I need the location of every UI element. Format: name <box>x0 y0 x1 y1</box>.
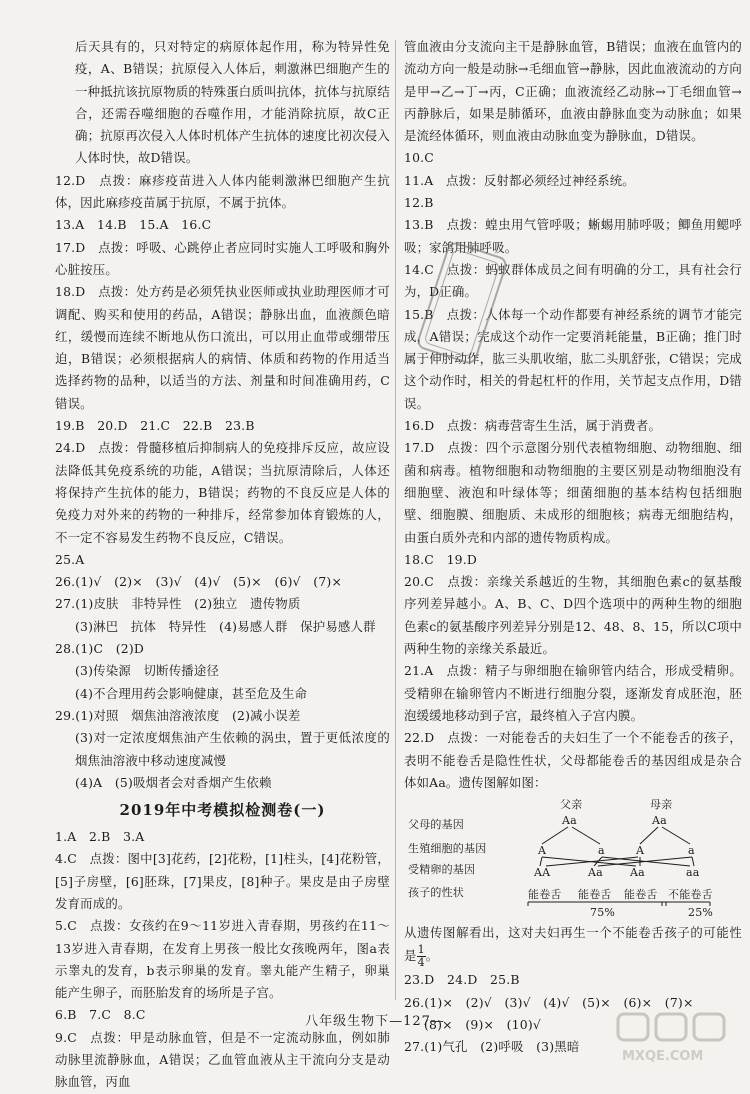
answer-13: 13.B 点拨：蝗虫用气管呼吸；蜥蜴用肺呼吸；鲫鱼用鳃呼吸；家鸽用肺呼吸。 <box>404 217 742 255</box>
page-footer: 八年级生物下—127— <box>305 1014 445 1029</box>
answer-26: 26.(1)√ (2)× (3)√ (4)√ (5)× (6)√ (7)× <box>55 574 343 590</box>
conclusion-end: 。 <box>425 948 439 964</box>
trait-3: 能卷舌 <box>624 888 658 902</box>
answer-18: 18.D 点拨：处方药是必须凭执业医师或执业助理医师才可调配、购买和使用的药品，A错误；静脉出血，血液颜色暗红，缓慢而连续不断地从伤口流出，可以用止血带或绷带压迫，B错误；必须根据病人的病情、体质和药物的作用适当选择药物的品种，以适当的方法、剂量和时间准确用药，C错误。 <box>55 284 390 411</box>
answer-17: 17.D 点拨：呼吸、心跳停止者应同时实施人工呼吸和胸外心脏按压。 <box>55 239 390 277</box>
answer-11: 11.A 点拨：反射都必须经过神经系统。 <box>404 172 635 188</box>
answer-27: 27.(1)皮肤 非特异性 (2)独立 遗传物质 <box>55 596 301 612</box>
answer-28-3: (3)传染源 切断传播途径 <box>75 663 220 679</box>
fraction-numerator: 1 <box>417 943 425 957</box>
fraction-denominator: 4 <box>417 956 425 970</box>
inheritance-diagram-svg <box>404 796 742 920</box>
watermark-logo <box>612 1010 732 1066</box>
column-divider <box>395 40 396 1000</box>
svg-text:MXQE.COM: MXQE.COM <box>622 1049 704 1064</box>
answer-1-3: 1.A 2.B 3.A <box>55 829 145 845</box>
trait-2: 能卷舌 <box>578 888 612 902</box>
answer-21: 21.A 点拨：精子与卵细胞在输卵管内结合，形成受精卵。受精卵在输卵管内不断进行细胞分裂，逐渐发育成胚泡，胚泡缓缓地移动到子宫，最终植入子宫内膜。 <box>404 663 742 723</box>
answer-17: 17.D 点拨：四个示意图分别代表植物细胞、动物细胞、细菌和病毒。植物细胞和动物细胞的主要区别是动物细胞没有细胞壁、液泡和叶绿体等；细菌细胞的基本结构包括细胞壁、细胞膜、细胞质、未成形的细胞核；病毒无细胞结构，由蛋白质外壳和内部的遗传物质构成。 <box>404 440 742 545</box>
inheritance-diagram <box>404 796 742 920</box>
answer-10: 10.C <box>404 150 434 166</box>
gamete-4: a <box>688 844 695 858</box>
left-column <box>55 36 390 1094</box>
answer-16: 16.D 点拨：病毒营寄生生活，属于消费者。 <box>404 418 662 434</box>
answer-6-8: 6.B 7.C 8.C <box>55 1007 146 1023</box>
mother-genotype: Aa <box>652 814 667 828</box>
answer-20: 20.C 点拨：亲缘关系越近的生物，其细胞色素c的氨基酸序列差异越小。A、B、C、D四个选项中的两种生物的细胞色素c的氨基酸序列差异分别是12、48、8、15，所以C项中两种生物的亲缘关系最近。 <box>404 574 742 657</box>
zygote-4: aa <box>686 866 700 880</box>
answer-18-19: 18.C 19.D <box>404 551 478 567</box>
answer-22-conclusion <box>404 922 742 969</box>
zygote-3: Aa <box>630 866 645 880</box>
percent-75: 75% <box>590 906 616 920</box>
gamete-3: A <box>636 844 645 858</box>
percent-25: 25% <box>688 906 714 920</box>
father-label: 父亲 <box>560 798 583 812</box>
answer-28: 28.(1)C (2)D <box>55 641 145 657</box>
answer-28-4: (4)不合理用药会影响健康，甚至危及生命 <box>75 685 308 701</box>
section-title: 2019年中考模拟检测卷(一) <box>119 801 326 820</box>
answer-27: 27.(1)气孔 (2)呼吸 (3)黑暗 <box>404 1039 580 1055</box>
answer-27-cont: (3)淋巴 抗体 特异性 (4)易感人群 保护易感人群 <box>75 618 376 634</box>
answer-26-cont: (8)× (9)× (10)√ <box>424 1016 541 1032</box>
answer-25: 25.A <box>55 551 85 567</box>
answer-15: 15.B 点拨：人体每一个动作都要有神经系统的调节才能完成，A错误；完成这个动作一定要消耗能量，B正确；推门时属于伸肘动作，肱三头肌收缩，肱二头肌舒张，C错误；完成这个动作时，相关的骨起杠杆的作用，关节起支点作用，D错误。 <box>404 306 742 411</box>
stamp-mark <box>410 240 530 370</box>
trait-4: 不能卷舌 <box>668 888 713 902</box>
answer-22: 22.D 点拨：一对能卷舌的夫妇生了一个不能卷舌的孩子，表明不能卷舌是隐性性状，父母都能卷舌的基因组成是杂合体如Aa。遗传图解如图： <box>404 730 742 790</box>
answer-13-16: 13.A 14.B 15.A 16.C <box>55 217 212 233</box>
row-label-parents: 父母的基因 <box>408 818 464 832</box>
answer-26: 26.(1)× (2)√ (3)√ (4)√ (5)× (6)× (7)× <box>404 994 694 1010</box>
row-label-traits: 孩子的性状 <box>408 886 464 900</box>
father-genotype: Aa <box>562 814 577 828</box>
answer-19-23: 19.B 20.D 21.C 22.B 23.B <box>55 418 255 434</box>
zygote-1: AA <box>534 866 551 880</box>
right-column <box>404 36 742 1059</box>
fraction-one-quarter <box>417 944 426 969</box>
gamete-1: A <box>538 844 547 858</box>
answer-5: 5.C 点拨：女孩约在9～11岁进入青春期，男孩约在11～13岁进入青春期，在发育上男孩一般比女孩晚两年，图a表示睾丸的发育，b表示卵巢的发育。睾丸能产生精子，卵巢能产生卵子，而胚胎发育的场所是子宫。 <box>55 918 390 1001</box>
gamete-2: a <box>598 844 605 858</box>
answer-9-cont: 管血液由分支流向主干是静脉血管，B错误；血液在血管内的流动方向一般是动脉→毛细血管→静脉，因此血液流动的方向是甲→乙→丁→丙，C正确；血液流经乙动脉→丁毛细血管→丙静脉后，如果是肺循环，血液由静脉血变为动脉血；如果是流经体循环，则血液由动脉血变为静脉血，D错误。 <box>404 39 742 144</box>
zygote-2: Aa <box>588 866 603 880</box>
mother-label: 母亲 <box>650 798 673 812</box>
answer-12: 12.D 点拨：麻疹疫苗进入人体内能刺激淋巴细胞产生抗体，因此麻疹疫苗属于抗原，不属于抗体。 <box>55 172 390 211</box>
conclusion-text: 从遗传图解看出，这对夫妇再生一个不能卷舌孩子的可能性是 <box>404 925 742 964</box>
row-label-gametes: 生殖细胞的基因 <box>408 842 487 856</box>
answer-12: 12.B <box>404 195 434 211</box>
answer-29-3: (3)对一定浓度烟焦油产生依赖的涡虫，置于更低浓度的烟焦油溶液中移动速度减慢 <box>75 730 390 768</box>
row-label-zygotes: 受精卵的基因 <box>408 863 476 877</box>
answer-29: 29.(1)对照 烟焦油溶液浓度 (2)减小误差 <box>55 707 301 723</box>
answer-23-25: 23.D 24.D 25.B <box>404 972 520 988</box>
answer-9: 9.C 点拨：甲是动脉血管，但是不一定流动脉血，例如肺动脉里流静脉血，A错误；乙血管血液从主干流向分支是动脉血管，丙血 <box>55 1029 390 1090</box>
answer-29-4: (4)A (5)吸烟者会对香烟产生依赖 <box>75 774 272 790</box>
answer-14: 14.C 点拨：蚂蚁群体成员之间有明确的分工，具有社会行为，D正确。 <box>404 261 742 300</box>
answer-4: 4.C 点拨：图中[3]花药，[2]花粉，[1]柱头，[4]花粉管，[5]子房壁，[6]胚珠，[7]果皮，[8]种子。果皮是由子房壁发育而成的。 <box>55 851 390 911</box>
answer-paragraph: 后天具有的，只对特定的病原体起作用，称为特异性免疫，A、B错误；抗原侵入人体后，刺激淋巴细胞产生的一种抵抗该抗原物质的特殊蛋白质叫抗体，抗体与抗原结合，还需吞噬细胞的吞噬作用，才能消除抗原，故C正确；抗原再次侵入人体时机体产生抗体的速度比初次侵入人体时快，故D错误。 <box>75 39 390 166</box>
answer-24: 24.D 点拨：骨髓移植后抑制病人的免疫排斥反应，故应设法降低其免疫系统的功能，A错误；当抗原清除后，人体还将保持产生抗体的能力，B错误；药物的不良反应是人体的免疫力对外来的药物的一种排斥，经常参加体育锻炼的人，不一定不容易发生药物不良反应，C错误。 <box>55 440 390 545</box>
trait-1: 能卷舌 <box>528 888 562 902</box>
